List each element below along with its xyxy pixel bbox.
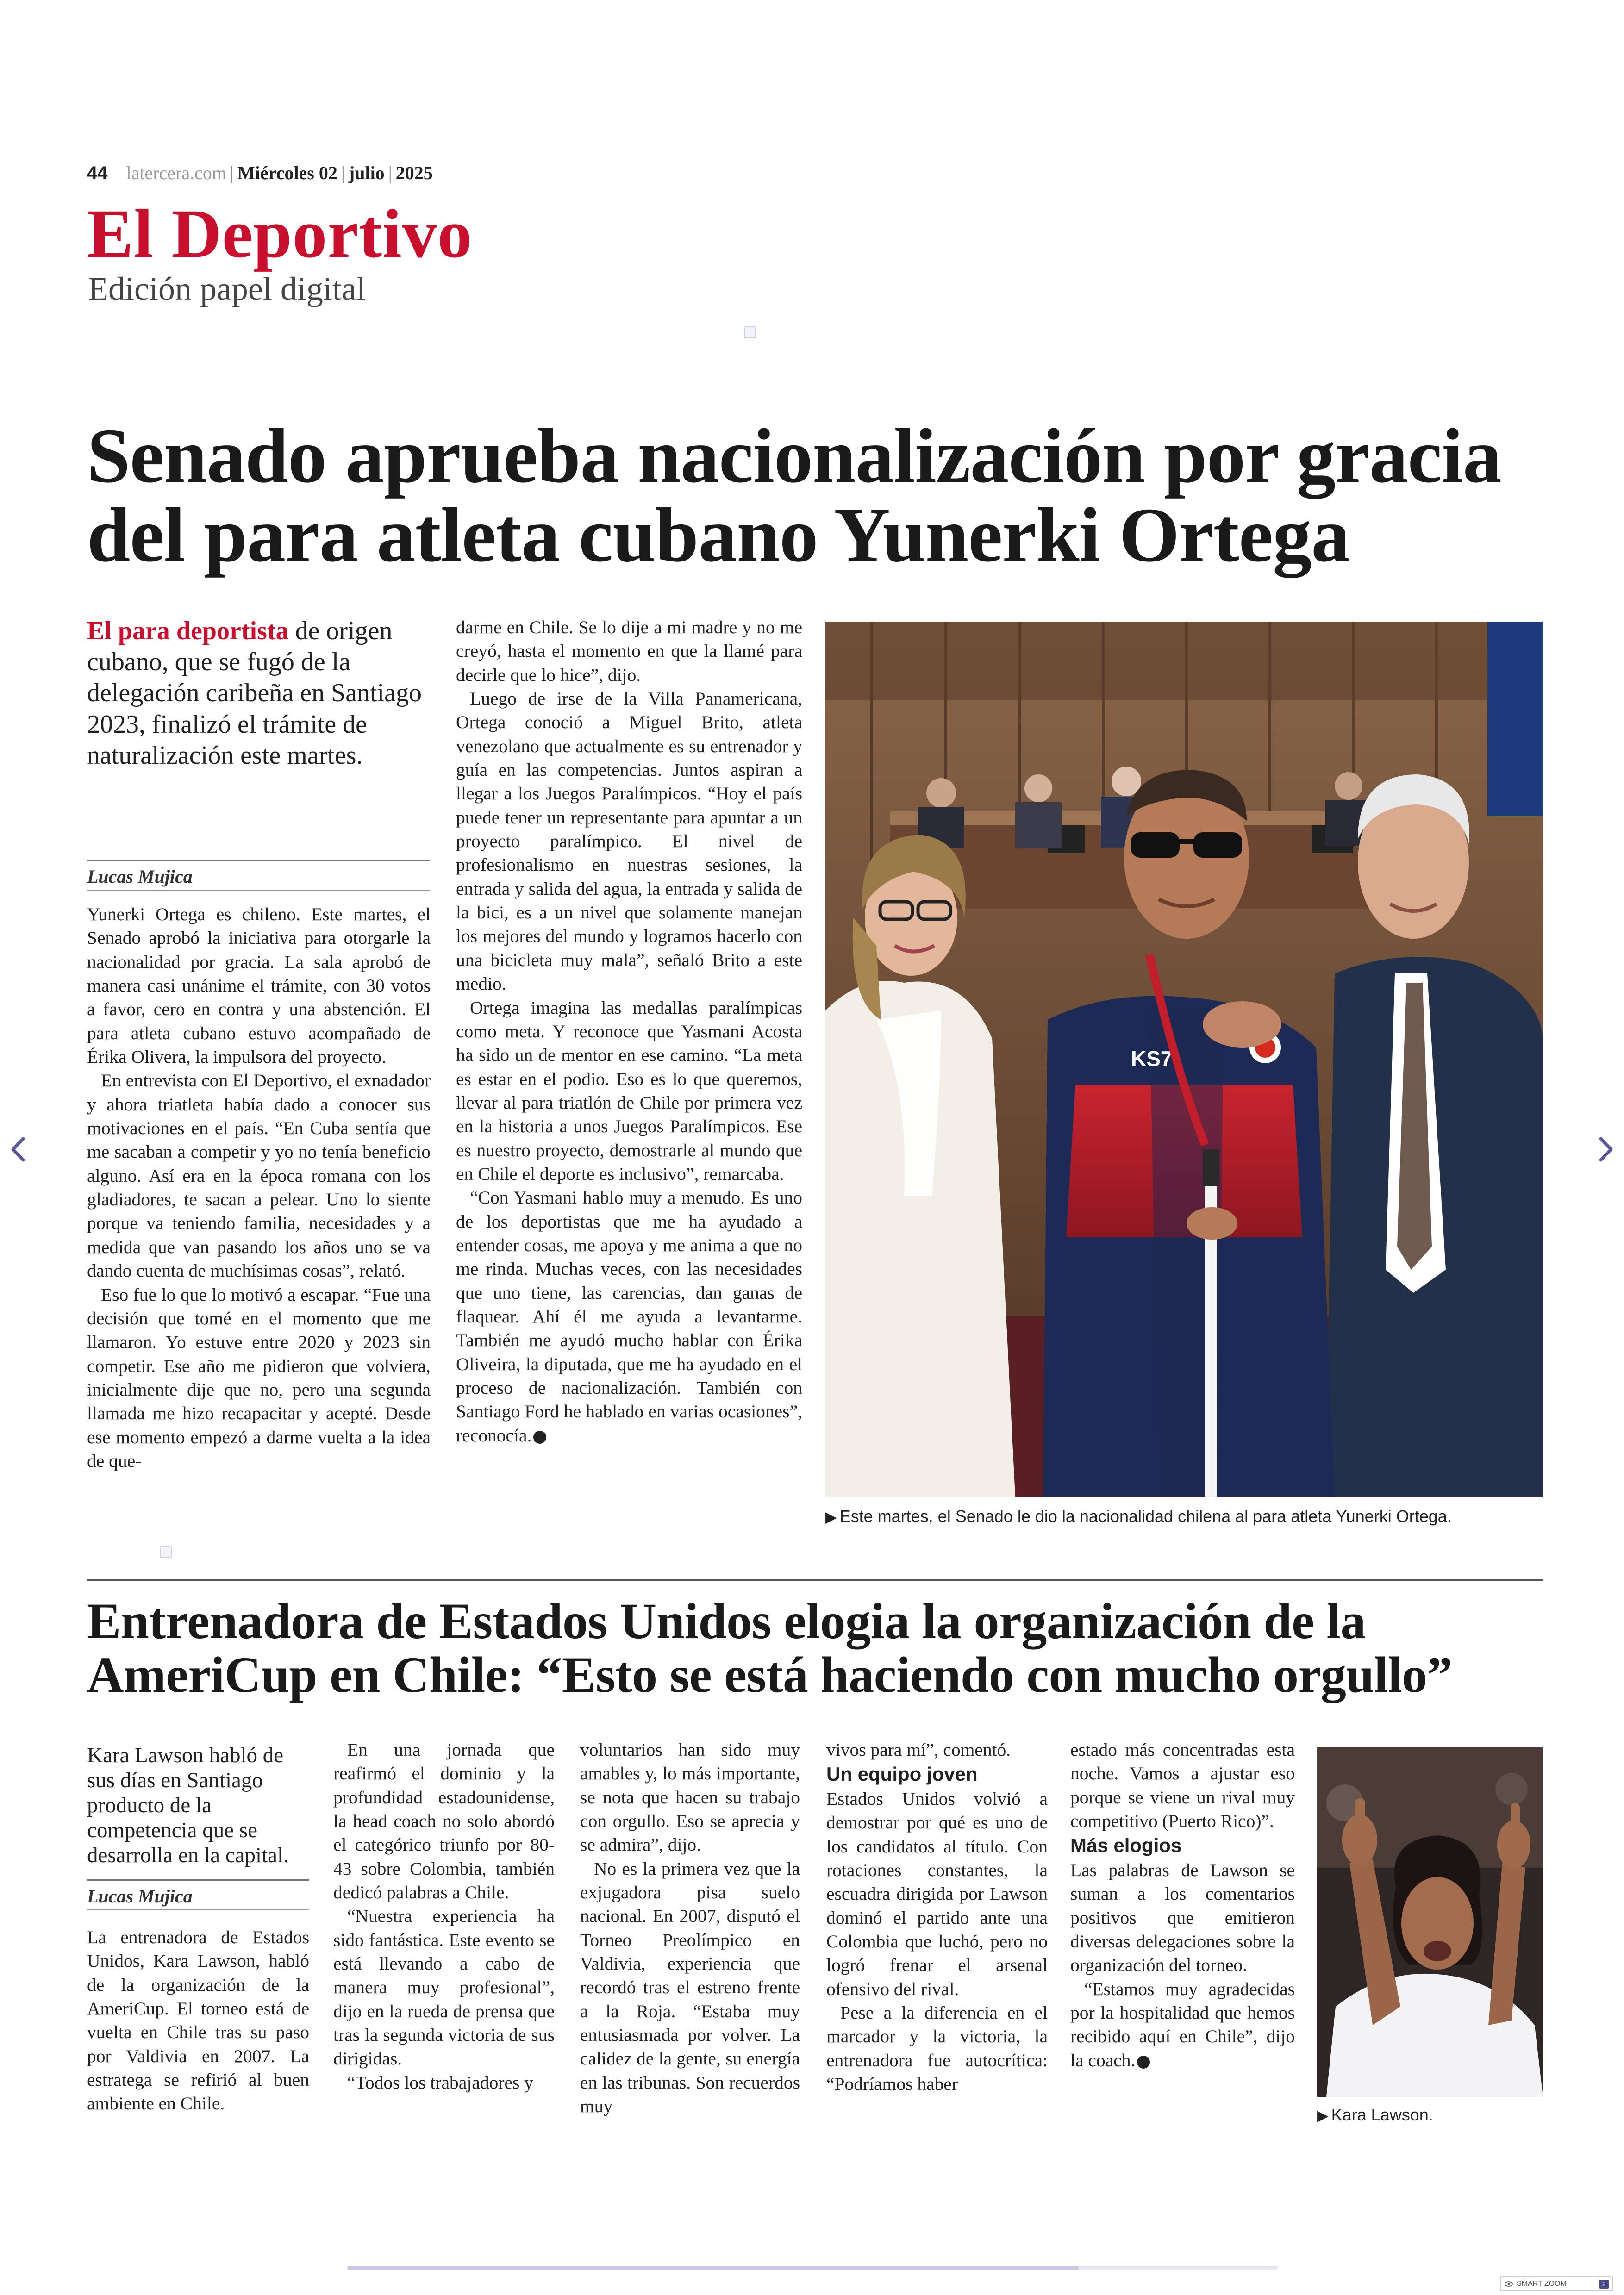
eye-icon: [1505, 2281, 1513, 2287]
paragraph: En una jornada que reafirmó el dominio y la profundidad estadounidense, la head coach no solo abordó el categórico triunfo por 80-43 sobre Colombia, también dedicó palabras a Chile.: [333, 1740, 555, 1903]
article2-column-2: [333, 1738, 555, 2095]
paragraph: Estados Unidos volvió a demostrar por qué es uno de los candidatos al título. Con rotaciones constantes, la escuadra dirigida por Lawson dominó el partido ante una Colombia que luchó, pero no logró frenar el arsenal ofensivo del rival.: [826, 1788, 1048, 1999]
shirt-logo-text: KS7: [1131, 1047, 1173, 1071]
article1-photo-caption: ▶ Este martes, el Senado le dio la nacionalidad chilena al para atleta Yunerki Ortega.: [825, 1507, 1452, 1526]
article2-photo: [1317, 1747, 1543, 2097]
article1-headline: Senado aprueba nacionalización por gracia del para atleta cubano Yunerki Ortega: [87, 413, 1501, 579]
article2-column-5: [1070, 1738, 1295, 2072]
article1-lead-text: de origen cubano, que se fugó de la delegación caribeña en Santiago 2023, finalizó el trámite de naturalización este martes.: [87, 617, 422, 770]
article1-photo: [825, 622, 1543, 1497]
article-divider: [87, 1579, 1543, 1581]
paragraph: Pese a la diferencia en el marcador y la victoria, la entrenadora fue autocrítica: “Podríamos haber: [826, 2002, 1048, 2095]
article2-byline-rule: [87, 1879, 309, 1881]
caption-triangle-icon: ▶: [1317, 2107, 1329, 2124]
article2-headline: Entrenadora de Estados Unidos elogia la organización de la AmeriCup en Chile: “Esto se está haciendo con mucho orgullo”: [87, 1593, 1453, 1703]
issue-date: Miércoles 02: [237, 162, 337, 183]
paragraph: Eso fue lo que lo motivó a escapar. “Fue una decisión que tomé en el momento que me llamaron. Yo estuve entre 2020 y 2023 sin competir. Ese año me pidieron que volviera, inicialmente dije que no, pero una segunda llamada me hizo recapacitar y acepté. Desde ese momento empezó a darme vuelta a la idea de que-: [87, 1284, 431, 1471]
paragraph: Yunerki Ortega es chileno. Este martes, el Senado aprobó la iniciativa para otorgarle la nacionalidad por gracia. La sala aprobó de manera casi unánime el trámite, con 30 votos a favor, cero en contra y una abstención. El para atleta cubano estuvo acompañado de Érika Olivera, la impulsora del proyecto.: [87, 904, 431, 1067]
article1-byline: Lucas Mujica: [87, 866, 193, 887]
paragraph: vivos para mí”, comentó.: [826, 1740, 1011, 1760]
article2-column-4: [826, 1738, 1048, 2096]
article1-column-2: [456, 616, 802, 1447]
paragraph: En entrevista con El Deportivo, el exnadador y ahora triatleta había dado a conocer sus motivaciones en el país. “En Cuba sentía que me sacaban a competir y yo no tenía beneficio alguno. Así era en la época romana con los gladiadores, te sacan a pelear. Uno lo siente porque va teniendo familia, necesidades y a medida que van pasando los años uno se va dando cuenta de muchísimas cosas”, relató.: [87, 1070, 431, 1281]
subhead-young-team: Un equipo joven: [826, 1763, 978, 1785]
paragraph: No es la primera vez que la exjugadora pisa suelo nacional. En 2007, disputó el Torneo Preolímpico en Valdivia, experiencia que recordó tras el estreno frente a la Roja. “Estaba muy entusiasmada por volver. La calidez de la gente, su energía en las tribunas. Son recuerdos muy: [580, 1858, 800, 2117]
previous-page-button[interactable]: [4, 1129, 31, 1170]
paragraph: estado más concentradas esta noche. Vamos a ajustar eso porque se viene un rival muy competitivo (Puerto Rico)”.: [1070, 1740, 1295, 1832]
paragraph: “Con Yasmani hablo muy a menudo. Es uno de los deportistas que me ha ayudado a entender cosas, me apoya y me anima a que no me rinda. Muchas veces, con las necesidades que uno tiene, las carencias, dan ganas de flaquear. Ahí él me ayuda a levantarme. También me ayudó mucho hablar con Érika Oliveira, la diputada, que me ha ayudado en el proceso de nacionalización. También con Santiago Ford he hablado en varias ocasiones”, reconocía.: [456, 1187, 802, 1446]
paragraph: “Estamos muy agradecidas por la hospitalidad que hemos recibido aquí en Chile”, dijo la coach.: [1070, 1978, 1295, 2070]
article1-lead-kicker: El para deportista: [87, 617, 289, 645]
ad-marker-icon[interactable]: [744, 326, 756, 338]
issue-year: 2025: [395, 162, 433, 183]
article2-photo-caption: ▶ Kara Lawson.: [1317, 2105, 1433, 2124]
end-mark-icon: [533, 1431, 546, 1444]
paragraph: La entrenadora de Estados Unidos, Kara Lawson, habló de la organización de la AmeriCup. El torneo está de vuelta en Chile tras su paso por Valdivia en 2007. La estratega se refirió al buen ambiente en Chile.: [87, 1927, 309, 2114]
next-page-button[interactable]: [1593, 1129, 1620, 1170]
ad-marker-icon[interactable]: [160, 1546, 172, 1558]
paragraph: “Todos los trabajadores y: [347, 2072, 534, 2093]
paragraph: Luego de irse de la Villa Panamericana, Ortega conoció a Miguel Brito, atleta venezolano que actualmente es su entrenador y guía en las competencias. Juntos aspiran a llegar a los Juegos Paralímpicos. “Hoy el país puede tener un representante para apuntar a un proyecto paralímpico. El nivel de profesionalismo en nuestras sesiones, la entrada y salida del agua, la entrada y salida de la bici, es a un nivel que solamente manejan los mejores del mundo y logramos hacerlo con una bicicleta muy mala”, señaló Brito a este medio.: [456, 688, 802, 994]
chevron-right-icon: [1593, 1129, 1620, 1170]
article1-byline-rule-bottom: [87, 890, 430, 891]
paragraph: “Nuestra experiencia ha sido fantástica. Este evento se está llevando a cabo de manera muy profesional”, dijo en la rueda de prensa que tras la segunda victoria de sus dirigidas.: [333, 1906, 555, 2069]
article2-lead: Kara Lawson habló de sus días en Santiago producto de la competencia que se desarrolla en la capital.: [87, 1743, 289, 1868]
paragraph: Ortega imagina las medallas paralímpicas como meta. Y reconoce que Yasmani Acosta ha sido un de mentor en ese camino. “La meta es estar en el podio. Eso es lo que queremos, llevar al para triatlón de Chile por primera vez en la historia a unos Juegos Paralímpicos. Ese es nuestro proyecto, demostrarle al mundo que en Chile el deporte es inclusivo”, remarcaba.: [456, 997, 802, 1184]
smart-zoom-button[interactable]: [1500, 2276, 1613, 2291]
article2-byline-rule-bottom: [87, 1909, 309, 1910]
article2-byline: Lucas Mujica: [87, 1886, 193, 1907]
site-name: latercera.com: [126, 162, 227, 183]
page-number: 44: [87, 163, 108, 183]
paragraph: Las palabras de Lawson se suman a los comentarios positivos que emitieron diversas delegaciones sobre la organización del torneo.: [1070, 1859, 1295, 1976]
smart-zoom-label: SMART ZOOM: [1517, 2280, 1567, 2288]
issue-month: julio: [348, 162, 385, 183]
page-badge: 2: [1599, 2280, 1609, 2289]
section-title: El Deportivo: [87, 195, 473, 272]
page-header-line: 44 latercera.com | Miércoles 02 | julio | 2025: [87, 162, 433, 183]
end-mark-icon: [1137, 2056, 1150, 2069]
paragraph: voluntarios han sido muy amables y, lo más importante, se nota que hacen su trabajo con orgullo. Eso se aprecia y se admira”, dijo.: [580, 1740, 800, 1855]
section-subtitle: Edición papel digital: [88, 270, 366, 307]
article1-lead: [87, 616, 430, 771]
article1-column-1: [87, 903, 431, 1473]
caption-triangle-icon: ▶: [825, 1509, 837, 1525]
article2-column-1: [87, 1926, 309, 2116]
horizontal-scrollbar-thumb[interactable]: [347, 2266, 1079, 2270]
subhead-more-praise: Más elogios: [1070, 1834, 1182, 1857]
chevron-left-icon: [4, 1129, 31, 1170]
article1-byline-rule: [87, 860, 430, 861]
article2-column-3: [580, 1738, 800, 2119]
paragraph: darme en Chile. Se lo dije a mi madre y no me creyó, hasta el momento en que la llamé para decirle que lo hice”, dijo.: [456, 617, 802, 685]
